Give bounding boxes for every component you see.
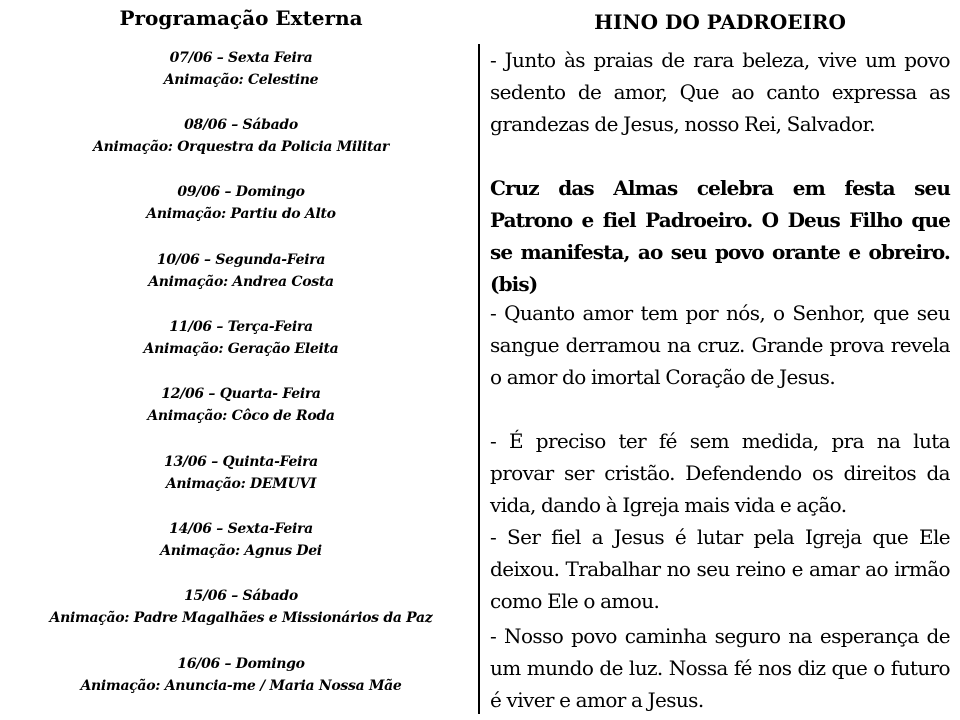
column-divider: [478, 44, 480, 714]
event-animation: Animação: Agnus Dei: [160, 543, 322, 559]
event-animation: Animação: Anuncia-me / Maria Nossa Mãe: [80, 678, 402, 694]
hymn-stanza: - É preciso ter fé sem medida, pra na luta provar ser cristão. Defendendo os direitos da vida, dando à Igreja mais vida e ação.: [490, 429, 950, 517]
event-date: 09/06 – Domingo: [177, 184, 305, 200]
event-date: 15/06 – Sábado: [184, 588, 298, 604]
event-date: 08/06 – Sábado: [184, 117, 298, 133]
event-animation: Animação: Geração Eleita: [143, 341, 339, 357]
hymn-stanza: - Nosso povo caminha seguro na esperança de um mundo de luz. Nossa fé nos diz que o futuro é viver e amor a Jesus.: [490, 624, 950, 712]
event-item: [0, 451, 482, 495]
hymn-stanza: - Quanto amor tem por nós, o Senhor, que seu sangue derramou na cruz. Grande prova revela o amor do imortal Coração de Jesus.: [490, 301, 950, 389]
event-item: [0, 114, 482, 158]
event-animation: Animação: DEMUVI: [165, 476, 317, 492]
hymn-stanza: - Junto às praias de rara beleza, vive um povo sedento de amor, Que ao canto expressa as grandezas de Jesus, nosso Rei, Salvador.: [490, 48, 950, 136]
hymn-title: HINO DO PADROEIRO: [594, 10, 846, 34]
event-item: [0, 47, 482, 91]
event-animation: Animação: Celestine: [163, 72, 319, 88]
event-item: [0, 249, 482, 293]
event-date: 07/06 – Sexta Feira: [169, 50, 313, 66]
event-item: [0, 518, 482, 562]
hymn-chorus: Cruz das Almas celebra em festa seu Patrono e fiel Padroeiro. O Deus Filho que se manifesta, ao seu povo orante e obreiro. (bis): [490, 176, 950, 296]
event-animation: Animação: Côco de Roda: [147, 408, 335, 424]
event-item: [0, 316, 482, 360]
event-item: [0, 181, 482, 225]
event-date: 14/06 – Sexta-Feira: [169, 521, 313, 537]
event-item: [0, 653, 482, 697]
hymn-stanza: - Ser fiel a Jesus é lutar pela Igreja que Ele deixou. Trabalhar no seu reino e amar ao irmão como Ele o amou.: [490, 525, 950, 613]
event-animation: Animação: Padre Magalhães e Missionários da Paz: [49, 610, 433, 626]
event-animation: Animação: Andrea Costa: [148, 274, 334, 290]
external-program-title: Programação Externa: [119, 6, 363, 30]
event-date: 12/06 – Quarta- Feira: [161, 386, 321, 402]
event-date: 11/06 – Terça-Feira: [169, 319, 313, 335]
event-animation: Animação: Partiu do Alto: [146, 206, 336, 222]
event-item: [0, 585, 482, 629]
event-date: 10/06 – Segunda-Feira: [156, 252, 326, 268]
event-animation: Animação: Orquestra da Policia Militar: [93, 139, 389, 155]
event-date: 13/06 – Quinta-Feira: [164, 454, 318, 470]
event-item: [0, 383, 482, 427]
event-date: 16/06 – Domingo: [177, 656, 305, 672]
